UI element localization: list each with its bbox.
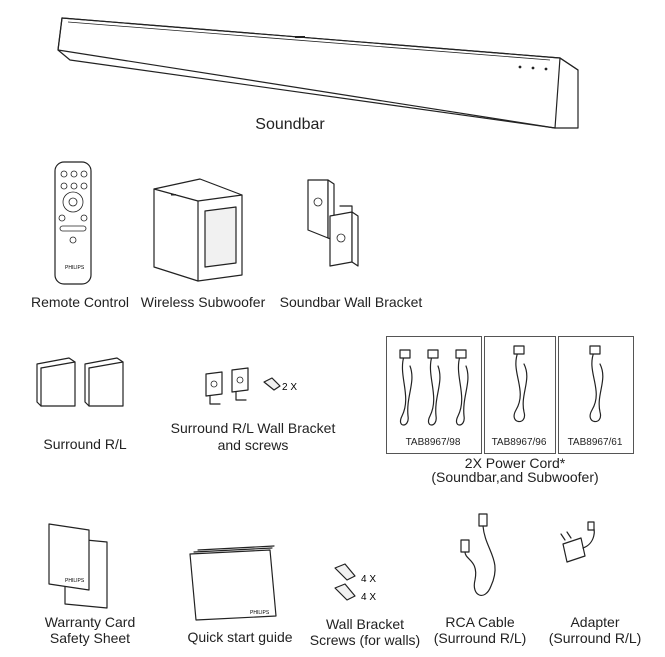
power-cord-variant-96: TAB8967/96 [491, 437, 547, 448]
surround-bracket-label-line2: and screws [217, 437, 289, 453]
power-cord-variant-61: TAB8967/61 [567, 437, 623, 448]
screws-label-line1: Wall Bracket [325, 616, 405, 632]
surround-bracket-illustration [200, 360, 310, 410]
wall-bracket-illustration [300, 176, 380, 276]
subwoofer-illustration [150, 175, 260, 285]
power-cord-label-line1: 2X Power Cord* [464, 455, 566, 471]
remote-brand-text: PHILIPS [65, 265, 85, 271]
subwoofer-label: Wireless Subwoofer [140, 294, 266, 310]
surround-speakers-illustration [35, 354, 135, 414]
adapter-label-line2: (Surround R/L) [548, 630, 642, 646]
warranty-label-line1: Warranty Card [44, 614, 136, 630]
warranty-card-illustration [45, 520, 135, 610]
warranty-brand-text: PHILIPS [65, 578, 85, 584]
screws-label-line2: Screws (for walls) [309, 632, 421, 648]
soundbar-label: Soundbar [255, 116, 325, 133]
screws-qty2: 4 X [361, 592, 377, 603]
quick-start-guide-illustration [186, 540, 296, 620]
surround-label: Surround R/L [43, 436, 127, 452]
remote-control-label: Remote Control [30, 294, 130, 310]
surround-bracket-qty: 2 X [282, 382, 298, 393]
rca-label-line1: RCA Cable [445, 614, 515, 630]
power-cord-label-line2: (Soundbar,and Subwoofer) [431, 469, 599, 485]
remote-control-illustration [50, 158, 110, 288]
rca-label-line2: (Surround R/L) [433, 630, 527, 646]
power-cord-variant-98: TAB8967/98 [405, 437, 461, 448]
warranty-label-line2: Safety Sheet [49, 630, 131, 646]
surround-bracket-label-line1: Surround R/L Wall Bracket [170, 420, 336, 436]
quick-start-label: Quick start guide [187, 629, 293, 645]
adapter-label-line1: Adapter [570, 614, 620, 630]
adapter-illustration [555, 520, 625, 600]
quick-start-brand-text: PHILIPS [250, 610, 270, 616]
screws-qty1: 4 X [361, 574, 377, 585]
power-cord-61-illustration [558, 336, 632, 436]
wall-screws-illustration [325, 560, 405, 620]
rca-cable-illustration [445, 510, 515, 610]
power-cord-96-illustration [484, 336, 554, 436]
power-cord-98-illustration [386, 336, 480, 436]
wall-bracket-label: Soundbar Wall Bracket [279, 294, 423, 310]
